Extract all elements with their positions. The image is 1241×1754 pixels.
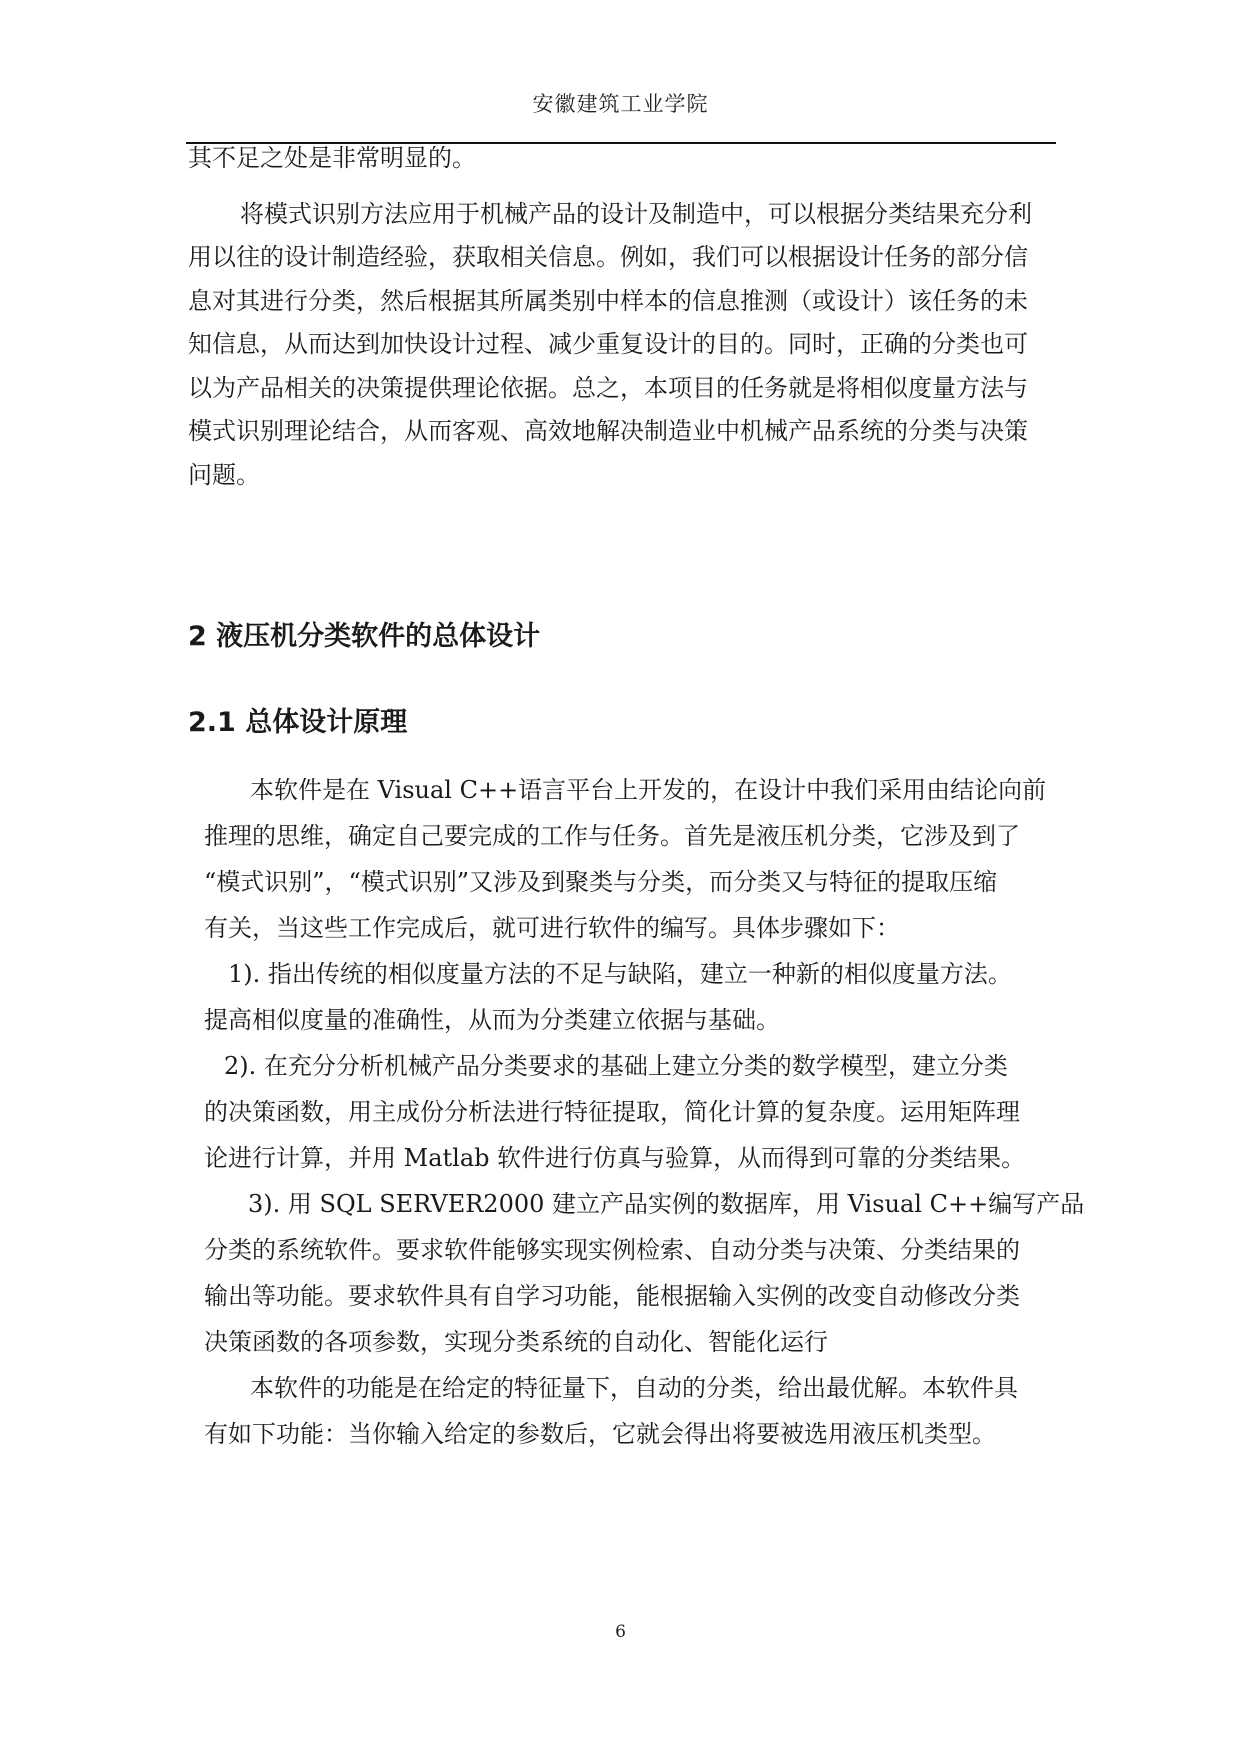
- text-line: “模式识别”，“模式识别”又涉及到聚类与分类，而分类又与特征的提取压缩: [204, 868, 998, 896]
- text-line: 推理的思维，确定自己要完成的工作与任务。首先是液压机分类，它涉及到了: [204, 822, 1020, 850]
- text-line: 分类的系统软件。要求软件能够实现实例检索、自动分类与决策、分类结果的: [204, 1236, 1020, 1264]
- text-line: 模式识别理论结合，从而客观、高效地解决制造业中机械产品系统的分类与决策: [188, 417, 1028, 445]
- page-header: 安徽建筑工业学院: [532, 92, 709, 116]
- text-line: 的决策函数，用主成份分析法进行特征提取，简化计算的复杂度。运用矩阵理: [204, 1098, 1020, 1126]
- text-line: 以为产品相关的决策提供理论依据。总之，本项目的任务就是将相似度量方法与: [188, 374, 1028, 402]
- list-item: 3). 用 SQL SERVER2000 建立产品实例的数据库，用 Visual C++编写产品: [248, 1190, 1085, 1218]
- text-line: 输出等功能。要求软件具有自学习功能，能根据输入实例的改变自动修改分类: [204, 1282, 1020, 1310]
- list-item: 1). 指出传统的相似度量方法的不足与缺陷，建立一种新的相似度量方法。: [228, 960, 1012, 988]
- text-line: 其不足之处是非常明显的。: [188, 144, 476, 172]
- text-line: 用以往的设计制造经验，获取相关信息。例如，我们可以根据设计任务的部分信: [188, 243, 1028, 271]
- section-heading: 2 液压机分类软件的总体设计: [188, 621, 541, 652]
- text-line: 有如下功能：当你输入给定的参数后，它就会得出将要被选用液压机类型。: [204, 1420, 996, 1448]
- text-line: 提高相似度量的准确性，从而为分类建立依据与基础。: [204, 1006, 780, 1034]
- list-item: 2). 在充分分析机械产品分类要求的基础上建立分类的数学模型，建立分类: [224, 1052, 1008, 1080]
- text-line: 将模式识别方法应用于机械产品的设计及制造中，可以根据分类结果充分利: [240, 200, 1032, 228]
- text-line: 息对其进行分类，然后根据其所属类别中样本的信息推测（或设计）该任务的未: [188, 287, 1028, 315]
- text-line: 本软件是在 Visual C++语言平台上开发的，在设计中我们采用由结论向前: [250, 776, 1047, 804]
- text-line: 问题。: [188, 461, 260, 489]
- text-line: 论进行计算，并用 Matlab 软件进行仿真与验算，从而得到可靠的分类结果。: [204, 1144, 1026, 1172]
- text-line: 知信息，从而达到加快设计过程、减少重复设计的目的。同时，正确的分类也可: [188, 330, 1028, 358]
- text-line: 决策函数的各项参数，实现分类系统的自动化、智能化运行: [204, 1328, 828, 1356]
- text-line: 本软件的功能是在给定的特征量下，自动的分类，给出最优解。本软件具: [250, 1374, 1018, 1402]
- subsection-heading: 2.1 总体设计原理: [188, 707, 408, 738]
- page-number: 6: [615, 1622, 626, 1642]
- text-line: 有关，当这些工作完成后，就可进行软件的编写。具体步骤如下：: [204, 914, 900, 942]
